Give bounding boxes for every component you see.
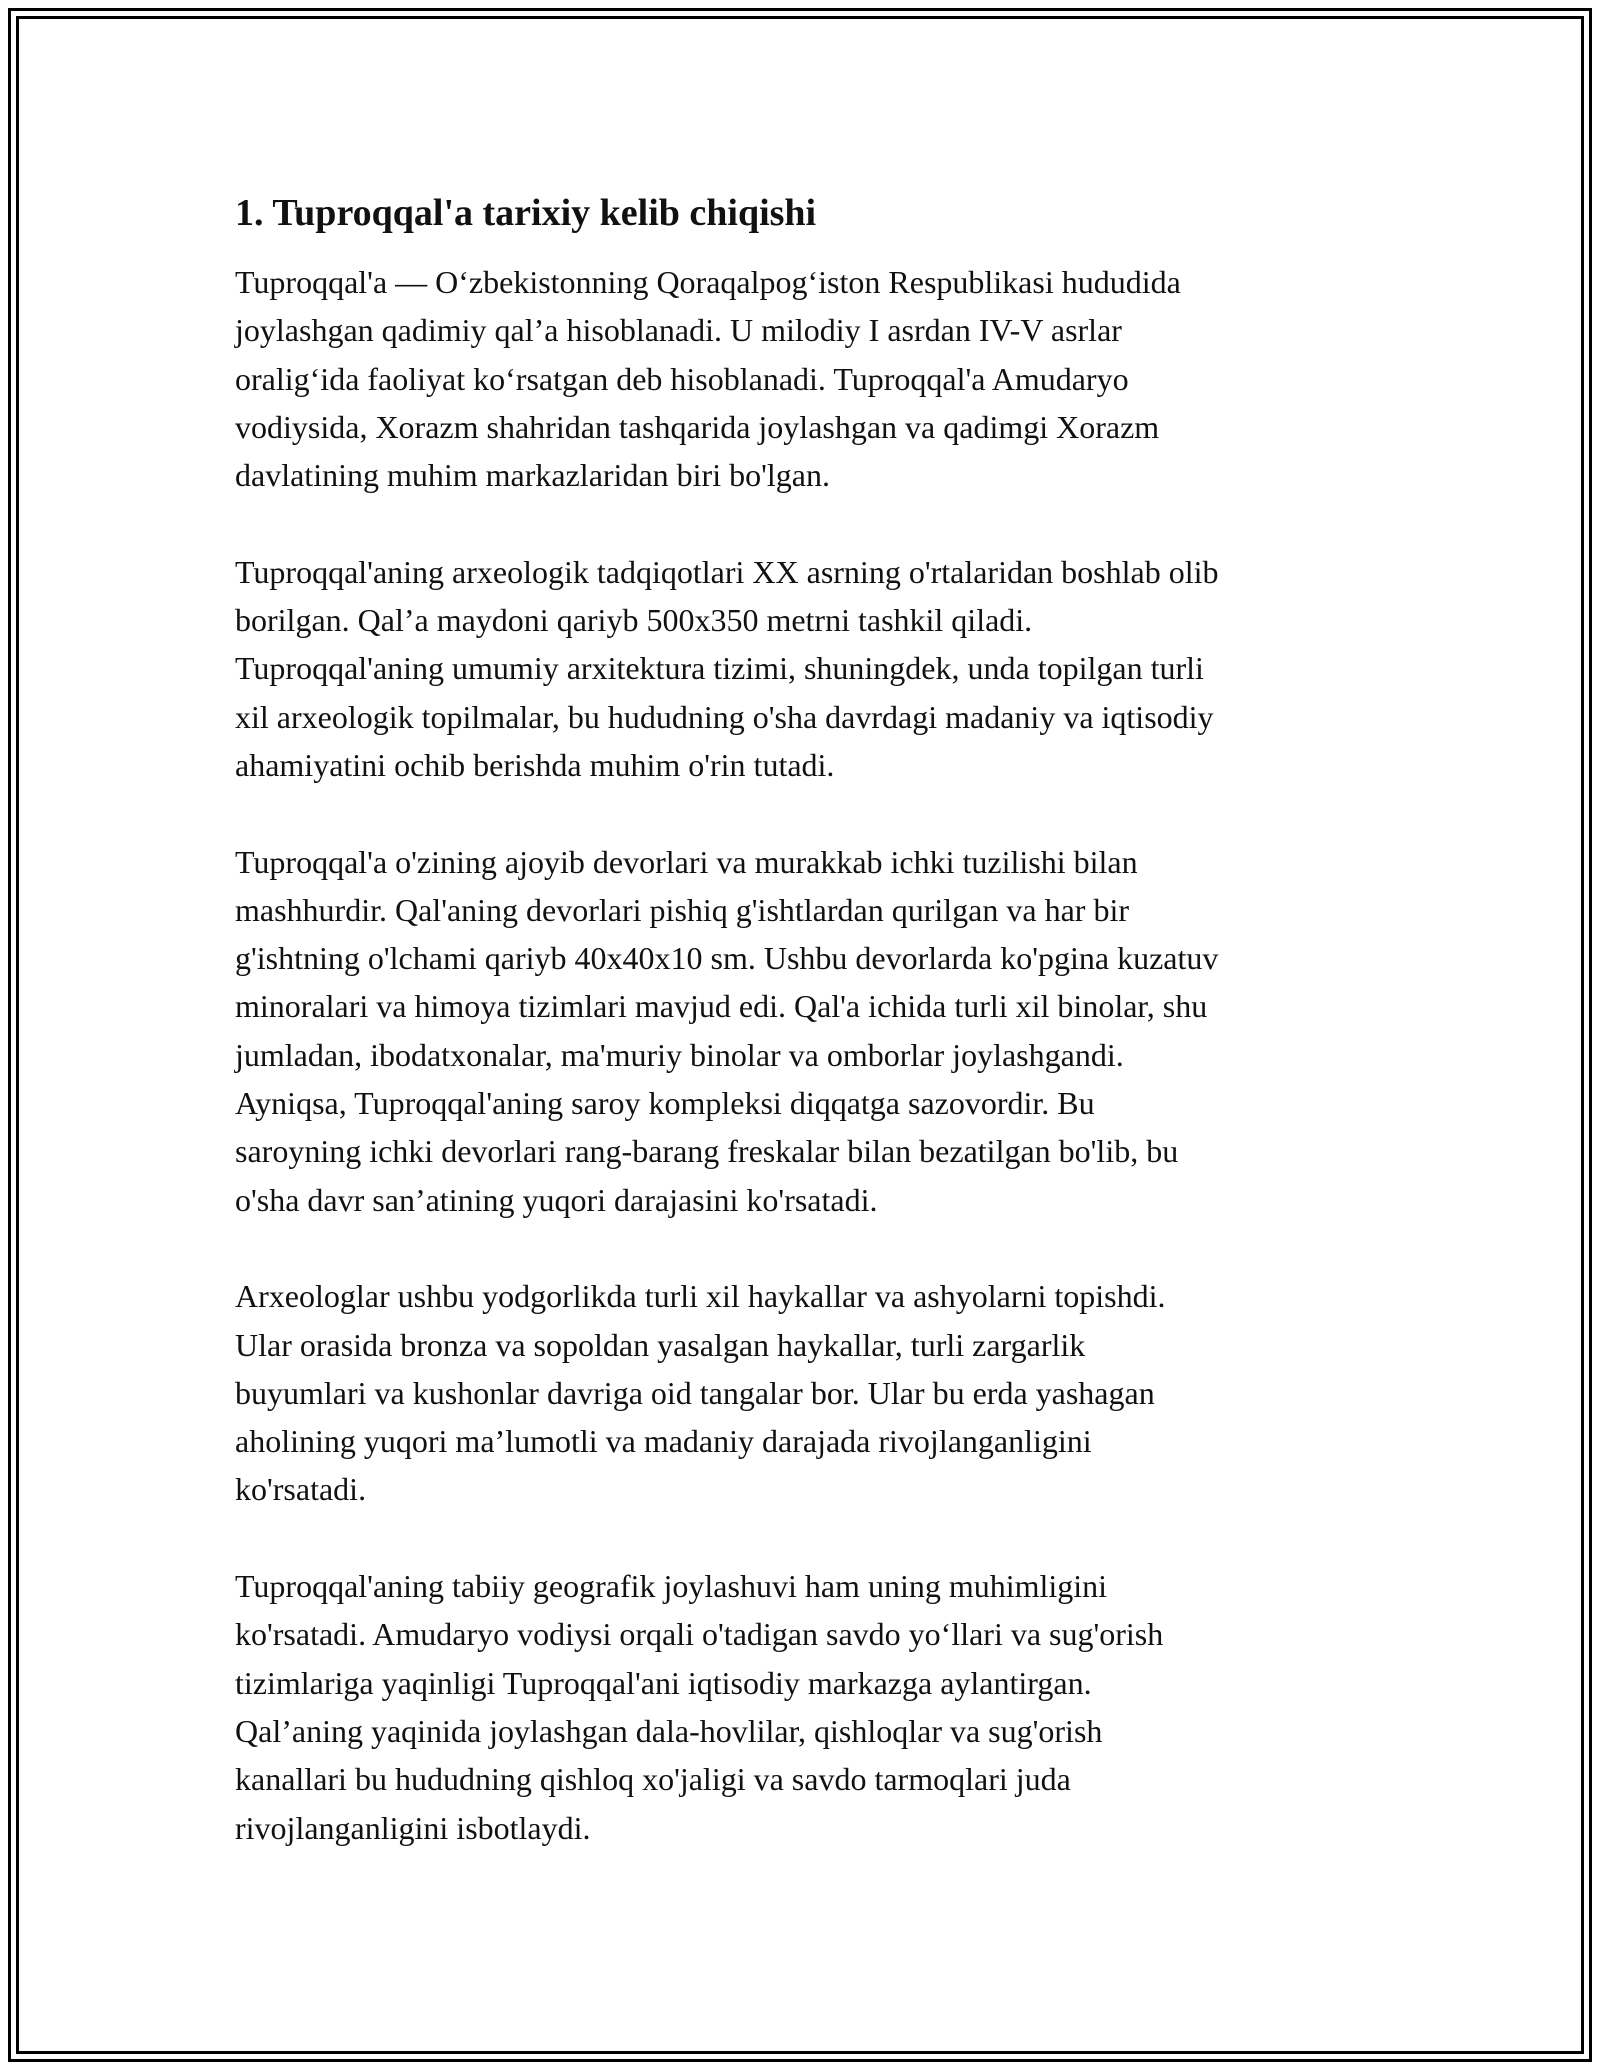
text-line: davlatining muhim markazlaridan biri bo'lgan. xyxy=(235,457,830,494)
text-line: minoralari va himoya tizimlari mavjud edi. Qal'a ichida turli xil binolar, shu xyxy=(235,988,1208,1025)
text-line: joylashgan qadimiy qal’a hisoblanadi. U milodiy I asrdan IV-V asrlar xyxy=(235,312,1122,349)
text-line: Arxeologlar ushbu yodgorlikda turli xil haykallar va ashyolarni topishdi. xyxy=(235,1278,1166,1315)
text-line: Tuproqqal'aning arxeologik tadqiqotlari XX asrning o'rtalaridan boshlab olib xyxy=(235,553,1219,590)
document-body xyxy=(235,188,1375,1900)
paragraph-2 xyxy=(235,548,1375,789)
text-line: Tuproqqal'aning tabiiy geografik joylashuvi ham uning muhimligini xyxy=(235,1568,1108,1605)
text-line: aholining yuqori ma’lumotli va madaniy darajada rivojlanganligini xyxy=(235,1423,1092,1460)
text-line: tizimlariga yaqinligi Tuproqqal'ani iqtisodiy markazga aylantirgan. xyxy=(235,1664,1092,1701)
text-line: borilgan. Qal’a maydoni qariyb 500x350 metrni tashkil qiladi. xyxy=(235,602,1033,639)
text-line: vodiysida, Xorazm shahridan tashqarida joylashgan va qadimgi Xorazm xyxy=(235,408,1160,445)
text-line: ko'rsatadi. xyxy=(235,1471,367,1508)
text-line: xil arxeologik topilmalar, bu hududning o'sha davrdagi madaniy va iqtisodiy xyxy=(235,698,1214,735)
text-line: kanallari bu hududning qishloq xo'jaligi va savdo tarmoqlari juda xyxy=(235,1761,1071,1798)
paragraph-1 xyxy=(235,258,1375,499)
text-line: ahamiyatini ochib berishda muhim o'rin tutadi. xyxy=(235,746,835,783)
text-line: buyumlari va kushonlar davriga oid tangalar bor. Ular bu erda yashagan xyxy=(235,1374,1155,1411)
paragraph-4 xyxy=(235,1272,1375,1513)
text-line: Ayniqsa, Tuproqqal'aning saroy kompleksi diqqatga sazovordir. Bu xyxy=(235,1085,1095,1122)
text-line: ko'rsatadi. Amudaryo vodiysi orqali o'tadigan savdo yo‘llari va sug'orish xyxy=(235,1616,1164,1653)
text-line: Tuproqqal'a o'zining ajoyib devorlari va murakkab ichki tuzilishi bilan xyxy=(235,843,1138,880)
text-line: jumladan, ibodatxonalar, ma'muriy binolar va omborlar joylashgandi. xyxy=(235,1036,1124,1073)
text-line: saroyning ichki devorlari rang-barang freskalar bilan bezatilgan bo'lib, bu xyxy=(235,1133,1179,1170)
text-line: Qal’aning yaqinida joylashgan dala-hovlilar, qishloqlar va sug'orish xyxy=(235,1712,1103,1749)
text-line: Ular orasida bronza va sopoldan yasalgan haykallar, turli zargarlik xyxy=(235,1326,1086,1363)
text-line: o'sha davr san’atining yuqori darajasini ko'rsatadi. xyxy=(235,1181,878,1218)
paragraph-5 xyxy=(235,1562,1375,1852)
text-line: g'ishtning o'lchami qariyb 40x40x10 sm. Ushbu devorlarda ko'pgina kuzatuv xyxy=(235,940,1219,977)
text-line: oralig‘ida faoliyat ko‘rsatgan deb hisoblanadi. Tuproqqal'a Amudaryo xyxy=(235,360,1129,397)
text-line: mashhurdir. Qal'aning devorlari pishiq g'ishtlardan qurilgan va har bir xyxy=(235,891,1129,928)
text-line: rivojlanganligini isbotlaydi. xyxy=(235,1809,591,1846)
section-heading: 1. Tuproqqal'a tarixiy kelib chiqishi xyxy=(235,192,817,234)
text-line: Tuproqqal'a — O‘zbekistonning Qoraqalpog‘iston Respublikasi hududida xyxy=(235,264,1181,300)
paragraph-3 xyxy=(235,838,1375,1224)
text-line: Tuproqqal'aning umumiy arxitektura tizimi, shuningdek, unda topilgan turli xyxy=(235,650,1204,687)
